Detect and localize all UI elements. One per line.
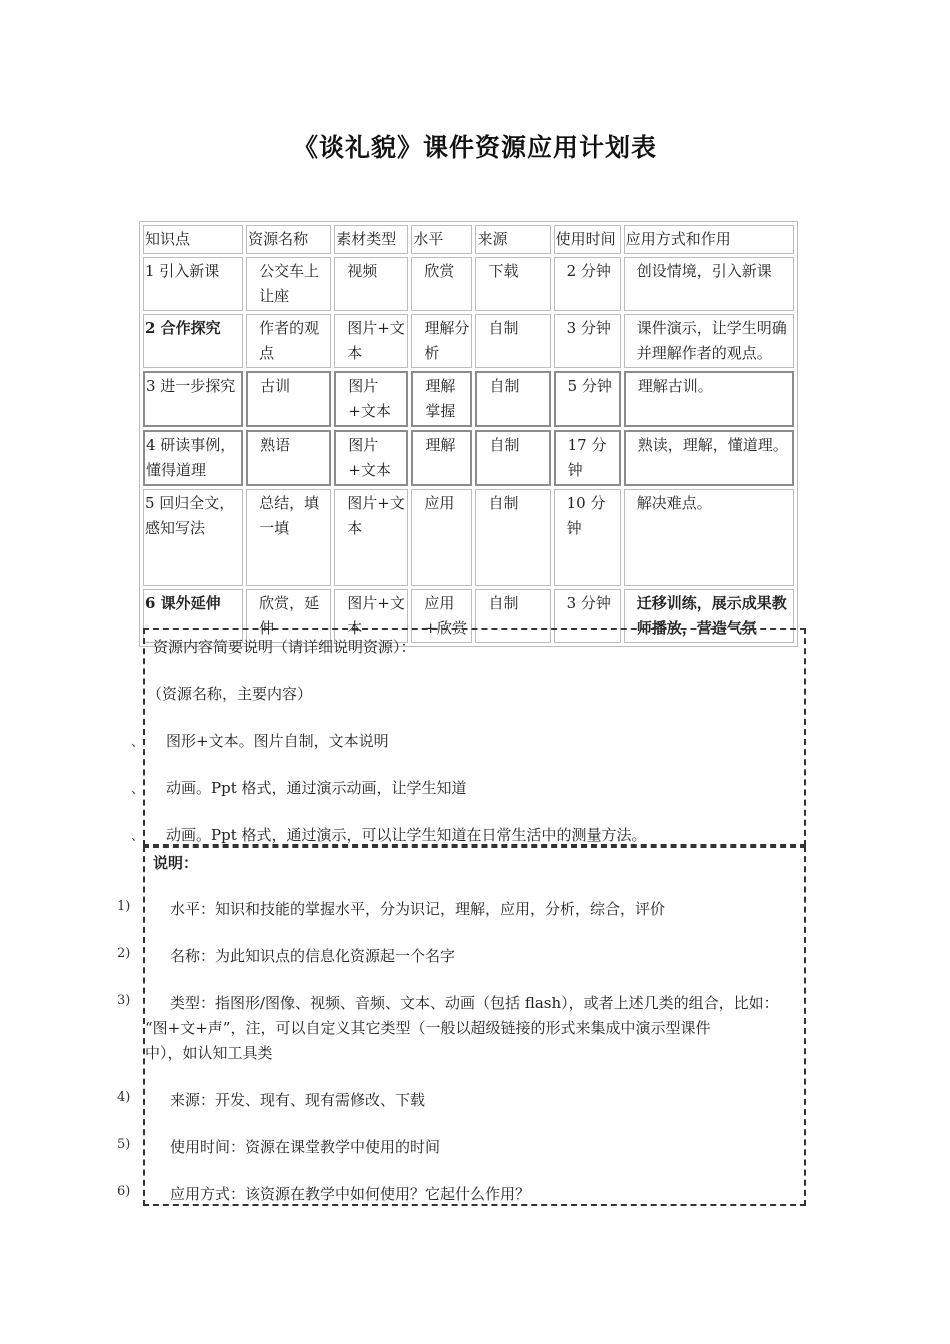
cell-name: 总结，填一填 — [246, 489, 331, 586]
cell-usage: 熟读，理解，懂道理。 — [624, 430, 794, 486]
notes-heading: 说明： — [153, 854, 199, 872]
cell-time: 3 分钟 — [554, 314, 621, 368]
cell-name: 熟语 — [246, 430, 331, 486]
cell-type: 图片+文本 — [334, 314, 408, 368]
header-usage: 应用方式和作用 — [624, 225, 794, 254]
notes-box — [143, 846, 806, 1206]
cell-time: 3 分钟 — [554, 589, 621, 643]
cell-time: 10 分钟 — [554, 489, 621, 586]
note-item: 名称：为此知识点的信息化资源起一个名字 — [170, 947, 456, 965]
cell-time: 2 分钟 — [554, 257, 621, 311]
note-number: 6) — [117, 1184, 131, 1199]
cell-usage: 创设情境，引入新课 — [624, 257, 794, 311]
cell-usage: 理解古训。 — [624, 371, 794, 427]
cell-level: 理解分析 — [411, 314, 472, 368]
cell-name: 欣赏，延伸 — [246, 589, 331, 643]
cell-point: 4 研读事例，懂得道理 — [143, 430, 243, 486]
header-point: 知识点 — [143, 225, 243, 254]
cell-source: 自制 — [475, 589, 550, 643]
cell-source: 自制 — [475, 489, 550, 586]
resource-item: 动画。Ppt 格式，通过演示，可以让学生知道在日常生活中的测量方法。 — [166, 826, 647, 844]
cell-name: 作者的观点 — [246, 314, 331, 368]
plan-table — [139, 221, 798, 647]
note-item: 使用时间：资源在课堂教学中使用的时间 — [170, 1138, 441, 1156]
cell-level: 应用 — [411, 489, 472, 586]
resource-description-box — [143, 628, 806, 846]
cell-type: 图片+文本 — [334, 430, 408, 486]
cell-level: 理解 — [411, 430, 472, 486]
cell-name: 公交车上让座 — [246, 257, 331, 311]
page-title: 《谈礼貌》课件资源应用计划表 — [292, 133, 657, 162]
bullet-mark: 、 — [131, 782, 145, 797]
note-number: 3) — [117, 993, 131, 1008]
header-name: 资源名称 — [246, 225, 331, 254]
note-item: 水平：知识和技能的掌握水平，分为识记，理解，应用，分析，综合，评价 — [170, 900, 666, 918]
resource-item: 图形+文本。图片自制，文本说明 — [166, 732, 389, 750]
cell-point: 6 课外延伸 — [143, 589, 243, 643]
cell-type: 视频 — [334, 257, 408, 311]
table-row — [143, 314, 794, 368]
header-level: 水平 — [411, 225, 472, 254]
table-header-row — [143, 225, 794, 254]
table-row — [143, 371, 794, 427]
header-time: 使用时间 — [554, 225, 621, 254]
cell-type: 图片+文本 — [334, 489, 408, 586]
cell-level: 欣赏 — [411, 257, 472, 311]
cell-level: 应用+欣赏 — [411, 589, 472, 643]
cell-usage: 解决难点。 — [624, 489, 794, 586]
header-source: 来源 — [475, 225, 550, 254]
cell-point: 1 引入新课 — [143, 257, 243, 311]
note-number: 2) — [117, 946, 131, 961]
cell-point: 2 合作探究 — [143, 314, 243, 368]
table-row — [143, 257, 794, 311]
table-row — [143, 430, 794, 486]
resource-heading: 资源内容简要说明（请详细说明资源）： — [153, 638, 416, 656]
resource-item: 动画。Ppt 格式，通过演示动画，让学生知道 — [166, 779, 467, 797]
cell-time: 17 分钟 — [554, 430, 621, 486]
cell-type: 图片+文本 — [334, 371, 408, 427]
bullet-mark: 、 — [131, 829, 145, 844]
header-type: 素材类型 — [334, 225, 408, 254]
table-row — [143, 489, 794, 586]
note-item: 应用方式：该资源在教学中如何使用？它起什么作用？ — [170, 1185, 531, 1203]
cell-point: 3 进一步探究 — [143, 371, 243, 427]
cell-time: 5 分钟 — [554, 371, 621, 427]
cell-source: 自制 — [475, 314, 550, 368]
resource-subheading: （资源名称，主要内容） — [147, 685, 313, 703]
cell-source: 下载 — [475, 257, 550, 311]
note-number: 5) — [117, 1137, 131, 1152]
note-item: 来源：开发、现有、现有需修改、下载 — [170, 1091, 426, 1109]
cell-point: 5 回归全文，感知写法 — [143, 489, 243, 586]
note-item: 类型：指图形/图像、视频、音频、文本、动画（包括 flash），或者上述几类的组合，比如： — [170, 994, 779, 1012]
cell-source: 自制 — [475, 371, 550, 427]
cell-source: 自制 — [475, 430, 550, 486]
bullet-mark: 、 — [131, 735, 145, 750]
note-item-continuation: “图+文+声”，注，可以自定义其它类型（一般以超级链接的形式来集成中演示型课件 — [145, 1019, 711, 1037]
cell-level: 理解掌握 — [411, 371, 472, 427]
cell-type: 图片+文本 — [334, 589, 408, 643]
note-number: 1) — [117, 899, 131, 914]
cell-name: 古训 — [246, 371, 331, 427]
note-number: 4) — [117, 1090, 131, 1105]
note-item-continuation: 中），如认知工具类 — [145, 1044, 273, 1062]
cell-usage: 迁移训练，展示成果教师播放，营造气氛 — [624, 589, 794, 643]
cell-usage: 课件演示，让学生明确并理解作者的观点。 — [624, 314, 794, 368]
